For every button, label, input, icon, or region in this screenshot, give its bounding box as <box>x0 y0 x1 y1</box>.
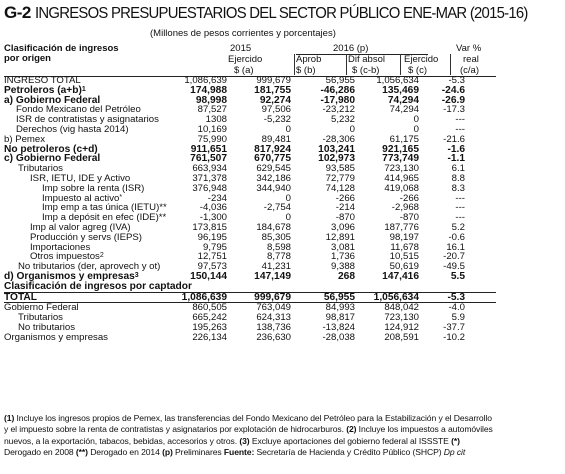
header-varpct-ca: (c/a) <box>460 65 479 76</box>
value-diferencia: 5,232 <box>330 114 355 126</box>
footnote-3: Excluye aportaciones del gobierno federal al ISSSTE <box>249 435 452 446</box>
value-var-pct: -49.5 <box>443 261 465 273</box>
value-aprobado-2016: 624,313 <box>256 312 291 324</box>
row-label: Imp al valor agreg (IVA) <box>30 221 131 233</box>
row-label: d) Organismos y empresas$^3$ <box>4 270 139 282</box>
value-aprobado-2016: 41,231 <box>261 261 291 273</box>
row-padding <box>466 223 496 233</box>
value-var-pct: --- <box>455 202 465 214</box>
value-var-pct: -4.0 <box>420 303 466 313</box>
value-diferencia: -23,212 <box>322 104 355 116</box>
row-padding <box>466 203 496 213</box>
footnote-6-mark: (p) <box>162 447 173 458</box>
value-diferencia: 1,736 <box>330 251 355 263</box>
header-varpct: Var % <box>456 43 482 54</box>
header-separator <box>450 54 451 75</box>
row-padding <box>466 272 496 282</box>
value-ejercido-2015: 174,988 <box>190 84 227 96</box>
value-diferencia: 56,955 <box>325 75 355 86</box>
footnote-4: Derogado en 2008 <box>4 447 76 458</box>
value-var-pct: --- <box>455 114 465 126</box>
value-ejercido-2016: 723,130 <box>384 312 419 324</box>
value-ejercido-2015: 226,134 <box>192 331 227 343</box>
row-label: Fondo Mexicano del Petróleo <box>16 104 141 116</box>
row-padding <box>466 252 496 262</box>
value-var-pct: -20.7 <box>443 251 465 263</box>
value-aprobado-2016: -5,232 <box>263 114 291 126</box>
row-label: Imp sobre la renta (ISR) <box>42 182 145 194</box>
row-label: Importaciones <box>30 241 91 253</box>
row-padding <box>466 76 496 86</box>
header-separator <box>400 54 401 75</box>
value-ejercido-2016: 1,056,634 <box>376 75 419 86</box>
value-var-pct: 16.1 <box>446 241 465 253</box>
row-padding <box>466 96 496 106</box>
value-diferencia: 74,128 <box>325 182 355 194</box>
header-separator <box>346 54 347 75</box>
header-ejercido-a-unit: $ (a) <box>234 65 254 76</box>
footnote-6: Preliminares <box>172 447 224 458</box>
value-var-pct: -1.6 <box>447 143 465 155</box>
header-year-2015: 2015 <box>230 43 252 54</box>
footnote-2: Incluye los impuestos a automóviles nuevos, a la exportación, tabacos, bebidas, accesorios y otros. <box>4 424 493 446</box>
value-var-pct: -21.6 <box>443 133 465 145</box>
value-diferencia: -28,306 <box>322 133 355 145</box>
header-ejercido-a: Ejercido <box>228 54 263 65</box>
row-padding <box>466 243 496 253</box>
value-aprobado-2016: 92,274 <box>259 94 291 106</box>
header-difabs: Dif absol <box>348 54 385 65</box>
value-ejercido-2016: 1,056,634 <box>356 292 420 303</box>
value-ejercido-2015: 911,651 <box>190 143 227 155</box>
value-var-pct: -0.6 <box>448 231 465 243</box>
title-text: INGRESOS PRESUPUESTARIOS DEL SECTOR PÚBLICO ENE-MAR (2015-16) <box>35 5 528 22</box>
footnotes <box>4 413 496 459</box>
value-diferencia: -214 <box>335 202 355 214</box>
title-code: G-2 <box>4 3 31 22</box>
footnote-ref: 1 <box>81 85 86 93</box>
table-row <box>4 292 496 303</box>
value-aprobado-2016: 0 <box>285 212 291 224</box>
value-diferencia: -870 <box>335 212 355 224</box>
value-ejercido-2015: 195,263 <box>192 321 227 333</box>
value-ejercido-2015: 12,751 <box>197 251 227 263</box>
value-var-pct: 5.5 <box>450 270 465 282</box>
value-diferencia: 56,955 <box>292 292 356 303</box>
header-ejercido-c: Ejercido <box>404 54 439 65</box>
row-label: Gobierno Federal <box>4 303 164 313</box>
value-diferencia: 0 <box>349 123 355 135</box>
header-ejercido-c-unit: $ (c) <box>408 65 427 76</box>
header-separator <box>294 54 295 75</box>
value-diferencia: 72,779 <box>325 172 355 184</box>
value-ejercido-2016: 61,175 <box>389 133 419 145</box>
value-ejercido-2016: 74,294 <box>389 104 419 116</box>
value-var-pct: -10.2 <box>443 331 465 343</box>
value-ejercido-2015: 1308 <box>205 114 227 126</box>
header-label-line1: Clasificación de ingresos <box>4 43 119 54</box>
value-ejercido-2016: 50,619 <box>389 261 419 273</box>
value-ejercido-2015: 665,242 <box>192 312 227 324</box>
value-ejercido-2015: -4,036 <box>199 202 227 214</box>
row-label: ISR, IETU, IDE y Activo <box>30 172 131 184</box>
row-label: Imp emp a tas única (IETU)** <box>42 202 167 214</box>
table-row <box>4 303 496 313</box>
footnote-3-mark: (3) <box>239 435 250 446</box>
value-diferencia: 3,081 <box>330 241 355 253</box>
value-aprobado-2016: 999,679 <box>256 75 291 86</box>
row-label: Petroleros $(a+b)^1$ <box>4 84 86 96</box>
row-label: Producción y servs (IEPS) <box>30 231 142 243</box>
value-diferencia: 93,585 <box>325 163 355 175</box>
value-aprobado-2016: 181,755 <box>254 84 291 96</box>
value-var-pct: 5.2 <box>451 221 465 233</box>
row-padding <box>466 164 496 174</box>
value-var-pct: -5.3 <box>448 75 465 86</box>
value-ejercido-2015: -234 <box>207 192 227 204</box>
footnote-ref: * <box>119 193 123 201</box>
value-aprobado-2016: 342,186 <box>256 172 291 184</box>
author-credit: Dp cit <box>443 447 466 458</box>
row-label: ISR de contratistas y asignatarios <box>16 114 159 126</box>
value-ejercido-2016: 11,678 <box>390 241 419 253</box>
table-row <box>4 282 496 292</box>
row-padding <box>466 333 496 343</box>
value-aprobado-2016: 999,679 <box>228 292 292 303</box>
value-ejercido-2015: 87,527 <box>197 104 227 116</box>
row-padding <box>466 292 496 303</box>
value-ejercido-2016: 208,591 <box>384 331 419 343</box>
value-ejercido-2015: 75,990 <box>197 133 227 145</box>
value-aprobado-2016: 97,506 <box>261 104 291 116</box>
value-ejercido-2016: 419,068 <box>384 182 419 194</box>
source-text: Secretaría de Hacienda y Crédito Público (SHCP) <box>254 447 444 458</box>
row-padding <box>466 323 496 333</box>
page-title <box>4 3 528 25</box>
row-padding <box>466 135 496 145</box>
value-ejercido-2016: 0 <box>413 114 419 126</box>
value-diferencia: 84,993 <box>292 303 356 313</box>
row-padding <box>466 154 496 164</box>
row-label: No tributarios (der, aprovech y ot) <box>18 261 161 273</box>
value-ejercido-2016: 98,197 <box>389 231 419 243</box>
value-diferencia: 268 <box>338 270 355 282</box>
row-label: TOTAL <box>4 292 164 303</box>
value-var-pct: -24.6 <box>441 84 465 96</box>
row-padding <box>466 303 496 313</box>
value-ejercido-2015: 1,086,639 <box>184 75 227 86</box>
value-ejercido-2016: 848,042 <box>356 303 420 313</box>
value-ejercido-2015: 96,195 <box>197 231 227 243</box>
value-ejercido-2016: 147,416 <box>382 270 419 282</box>
value-ejercido-2016: 414,965 <box>384 172 419 184</box>
value-ejercido-2016: -2,968 <box>391 202 419 214</box>
value-ejercido-2016: 921,165 <box>382 143 419 155</box>
source-label: Fuente: <box>223 447 255 458</box>
value-aprobado-2016: 236,630 <box>256 331 291 343</box>
row-label: Otros impuestos$^2$ <box>30 251 104 263</box>
value-var-pct: --- <box>455 123 465 135</box>
row-label: Clasificación de ingresos por captador <box>4 280 192 292</box>
value-ejercido-2015: 371,378 <box>192 172 227 184</box>
value-aprobado-2016: 184,678 <box>256 221 291 233</box>
value-ejercido-2015: 1,086,639 <box>164 292 228 303</box>
value-diferencia: -17,980 <box>320 94 355 106</box>
value-var-pct <box>420 282 466 292</box>
row-padding <box>466 282 496 292</box>
value-aprobado-2016: 8,778 <box>266 251 291 263</box>
value-aprobado-2016: 8,598 <box>266 241 291 253</box>
table-row <box>4 313 496 323</box>
value-ejercido-2016: -266 <box>399 192 419 204</box>
value-var-pct: 8.8 <box>451 172 465 184</box>
footnote-1-mark: (1) <box>4 413 15 423</box>
value-aprobado-2016 <box>228 282 292 292</box>
value-diferencia: 12,891 <box>325 231 355 243</box>
row-label: INGRESO TOTAL <box>4 75 81 86</box>
value-aprobado-2016: 0 <box>285 123 291 135</box>
header-aprob: Aprob <box>296 54 322 65</box>
value-aprobado-2016: 138,736 <box>256 321 291 333</box>
footnote-5: Derogado en 2014 <box>87 447 163 458</box>
row-label: Imp a depósit en efec (IDE)** <box>42 212 167 224</box>
value-ejercido-2016: 135,469 <box>382 84 419 96</box>
value-ejercido-2015: 173,815 <box>192 221 227 233</box>
value-aprobado-2016: 89,481 <box>261 133 291 145</box>
value-diferencia: -266 <box>335 192 355 204</box>
value-diferencia: 9,388 <box>330 261 355 273</box>
value-aprobado-2016: 0 <box>285 192 291 204</box>
row-label: b) Pemex <box>4 133 46 145</box>
value-diferencia: -13,824 <box>322 321 355 333</box>
value-aprobado-2016: 670,775 <box>254 153 291 165</box>
footnote-ref: 2 <box>99 252 104 260</box>
value-ejercido-2016: 10,515 <box>389 251 419 263</box>
value-diferencia: 102,973 <box>318 153 355 165</box>
value-ejercido-2015: 376,948 <box>192 182 227 194</box>
value-aprobado-2016: 85,305 <box>261 231 291 243</box>
value-ejercido-2015: 150,144 <box>190 270 227 282</box>
value-aprobado-2016: 629,545 <box>256 163 291 175</box>
value-diferencia: 103,241 <box>318 143 355 155</box>
value-diferencia: 3,096 <box>330 221 355 233</box>
value-ejercido-2015: 10,169 <box>197 123 227 135</box>
value-ejercido-2016: -870 <box>399 212 419 224</box>
row-padding <box>466 184 496 194</box>
value-ejercido-2015: 9,795 <box>202 241 227 253</box>
value-ejercido-2016: 0 <box>413 123 419 135</box>
row-padding <box>466 174 496 184</box>
row-padding <box>466 213 496 223</box>
row-label: c) Gobierno Federal <box>4 153 101 165</box>
footnote-4-mark: (*) <box>451 435 460 446</box>
value-diferencia <box>292 282 356 292</box>
row-padding <box>466 105 496 115</box>
footnote-1: Incluye los ingresos propios de Pemex, las transferencias del Fondo Mexicano del Petróleo para la Estabilización y el Desarrollo y el impuesto sobre la renta de contratistas y asignatarios por explotación de hidrocarburos. <box>4 413 492 435</box>
value-aprobado-2016: 147,149 <box>254 270 291 282</box>
row-padding <box>466 125 496 135</box>
row-label: No tributarios <box>18 321 76 333</box>
value-diferencia: -28,038 <box>322 331 355 343</box>
header-varpct-real: real <box>463 54 479 65</box>
value-ejercido-2015: -1,300 <box>199 212 227 224</box>
row-padding <box>466 313 496 323</box>
value-var-pct: -26.9 <box>441 94 465 106</box>
income-table <box>4 76 496 343</box>
value-var-pct: 6.1 <box>451 163 465 175</box>
value-ejercido-2015: 860,505 <box>164 303 228 313</box>
value-ejercido-2015: 663,934 <box>192 163 227 175</box>
value-var-pct: 5.9 <box>451 312 465 324</box>
value-ejercido-2016: 187,776 <box>384 221 419 233</box>
value-ejercido-2016: 723,130 <box>384 163 419 175</box>
value-ejercido-2016: 773,749 <box>382 153 419 165</box>
row-padding <box>466 86 496 96</box>
value-ejercido-2015: 98,998 <box>195 94 227 106</box>
subtitle: (Millones de pesos corrientes y porcentajes) <box>150 28 336 39</box>
value-aprobado-2016: 344,940 <box>256 182 291 194</box>
header-year-2016: 2016 (p) <box>333 43 369 54</box>
value-diferencia: 98,817 <box>325 312 355 324</box>
row-label: Organismos y empresas <box>4 331 108 343</box>
row-padding <box>466 115 496 125</box>
row-label: a) Gobierno Federal <box>4 94 101 106</box>
footnote-5-mark: (**) <box>75 447 88 458</box>
value-aprobado-2016: 763,049 <box>228 303 292 313</box>
value-aprobado-2016: -2,754 <box>263 202 291 214</box>
value-var-pct: -1.1 <box>447 153 465 165</box>
header-label-line2: por origen <box>4 53 51 64</box>
value-var-pct: -37.7 <box>443 321 465 333</box>
value-var-pct: -5.3 <box>420 292 466 303</box>
header-aprob-unit: $ (b) <box>296 65 316 76</box>
value-ejercido-2016 <box>356 282 420 292</box>
value-ejercido-2016: 124,912 <box>384 321 419 333</box>
footnote-2-mark: (2) <box>346 424 357 435</box>
row-label: Tributarios <box>18 312 63 324</box>
row-label: Derechos (vig hasta 2014) <box>16 123 129 135</box>
table-row <box>4 333 496 343</box>
value-diferencia: -46,286 <box>320 84 355 96</box>
row-label: Tributarios <box>18 163 63 175</box>
header-difabs-unit: $ (c-b) <box>352 65 380 76</box>
value-ejercido-2015: 761,507 <box>190 153 227 165</box>
value-var-pct: --- <box>455 212 465 224</box>
value-ejercido-2015: 97,573 <box>197 261 227 273</box>
row-padding <box>466 145 496 155</box>
value-aprobado-2016: 817,924 <box>254 143 291 155</box>
value-var-pct: --- <box>455 192 465 204</box>
row-padding <box>466 233 496 243</box>
row-padding <box>466 194 496 204</box>
row-label: No petroleros (c+d) <box>4 143 98 155</box>
table-row <box>4 125 496 135</box>
value-var-pct: 8.3 <box>451 182 465 194</box>
value-ejercido-2016: 74,294 <box>387 94 419 106</box>
footnote-ref: 3 <box>134 271 139 279</box>
table-row <box>4 154 496 164</box>
row-label: Impuesto al activo* <box>42 192 123 204</box>
row-padding <box>466 262 496 272</box>
value-var-pct: -17.3 <box>443 104 465 116</box>
